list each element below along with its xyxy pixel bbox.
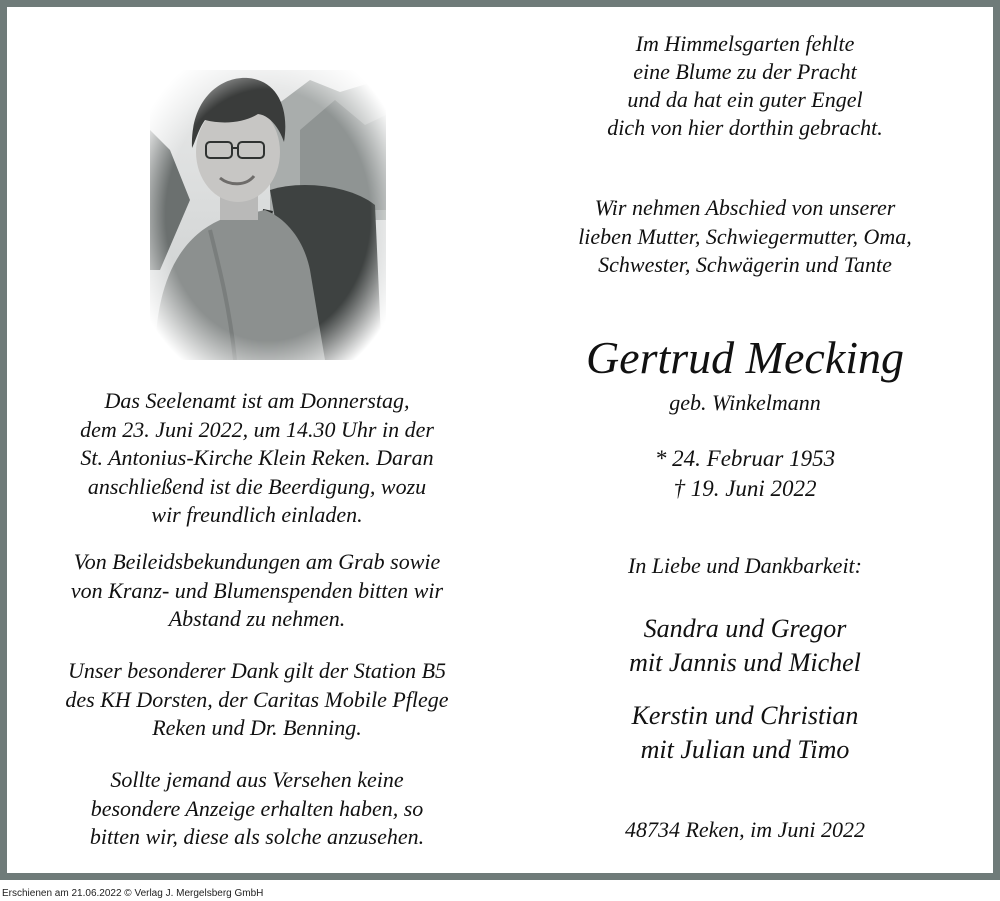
family-line: mit Jannis und Michel: [629, 648, 861, 677]
intro-line: Schwester, Schwägerin und Tante: [598, 252, 892, 277]
text-line: Unser besonderer Dank gilt der Station B5: [67, 658, 447, 683]
intro-line: lieben Mutter, Schwiegermutter, Oma,: [578, 223, 912, 249]
text-line: anschließend ist die Beerdigung, wozu: [87, 473, 427, 499]
family-group: [520, 699, 970, 767]
poem: [520, 30, 970, 142]
condolence-note: [18, 548, 496, 634]
birth-name: geb. Winkelmann: [669, 390, 821, 415]
text-line: wir freundlich einladen.: [151, 502, 363, 527]
poem-line: Im Himmelsgarten fehlte: [635, 31, 855, 56]
poem-line: eine Blume zu der Pracht: [633, 59, 857, 84]
text-line: Abstand zu nehmen.: [168, 606, 346, 631]
deceased-name: Gertrud Mecking: [585, 332, 905, 383]
text-line: bitten wir, diese als solche anzusehen.: [89, 824, 425, 849]
text-line: des KH Dorsten, der Caritas Mobile Pflege: [65, 686, 449, 712]
text-line: Reken und Dr. Benning.: [152, 715, 362, 740]
text-line: Von Beileidsbekundungen am Grab sowie: [73, 549, 441, 574]
poem-line: dich von hier dorthin gebracht.: [607, 115, 883, 140]
farewell-intro: [520, 194, 970, 280]
text-line: Sollte jemand aus Versehen keine: [110, 767, 404, 792]
family-line: Kerstin und Christian: [631, 701, 859, 730]
portrait-photo: [150, 70, 386, 360]
text-line: besondere Anzeige erhalten haben, so: [90, 795, 424, 821]
family-line: Sandra und Gregor: [643, 614, 847, 643]
life-dates: [520, 444, 970, 504]
death-date: † 19. Juni 2022: [673, 476, 817, 501]
text-line: dem 23. Juni 2022, um 14.30 Uhr in der: [80, 416, 434, 442]
place-date: 48734 Reken, im Juni 2022: [624, 817, 866, 842]
text-line: St. Antonius-Kirche Klein Reken. Daran: [80, 445, 434, 470]
service-info: [18, 387, 496, 530]
gratitude-line: In Liebe und Dankbarkeit:: [628, 553, 862, 578]
family-line: mit Julian und Timo: [640, 735, 850, 764]
poem-line: und da hat ein guter Engel: [627, 87, 863, 112]
text-line: Das Seelenamt ist am Donnerstag,: [104, 388, 410, 413]
publication-footer: Erschienen am 21.06.2022 © Verlag J. Mergelsberg GmbH: [2, 888, 264, 899]
thanks-note: [18, 657, 496, 743]
text-line: von Kranz- und Blumenspenden bitten wir: [70, 577, 444, 603]
notice-note: [18, 766, 496, 852]
intro-line: Wir nehmen Abschied von unserer: [594, 195, 896, 220]
birth-date: * 24. Februar 1953: [654, 446, 836, 471]
family-group: [520, 612, 970, 680]
